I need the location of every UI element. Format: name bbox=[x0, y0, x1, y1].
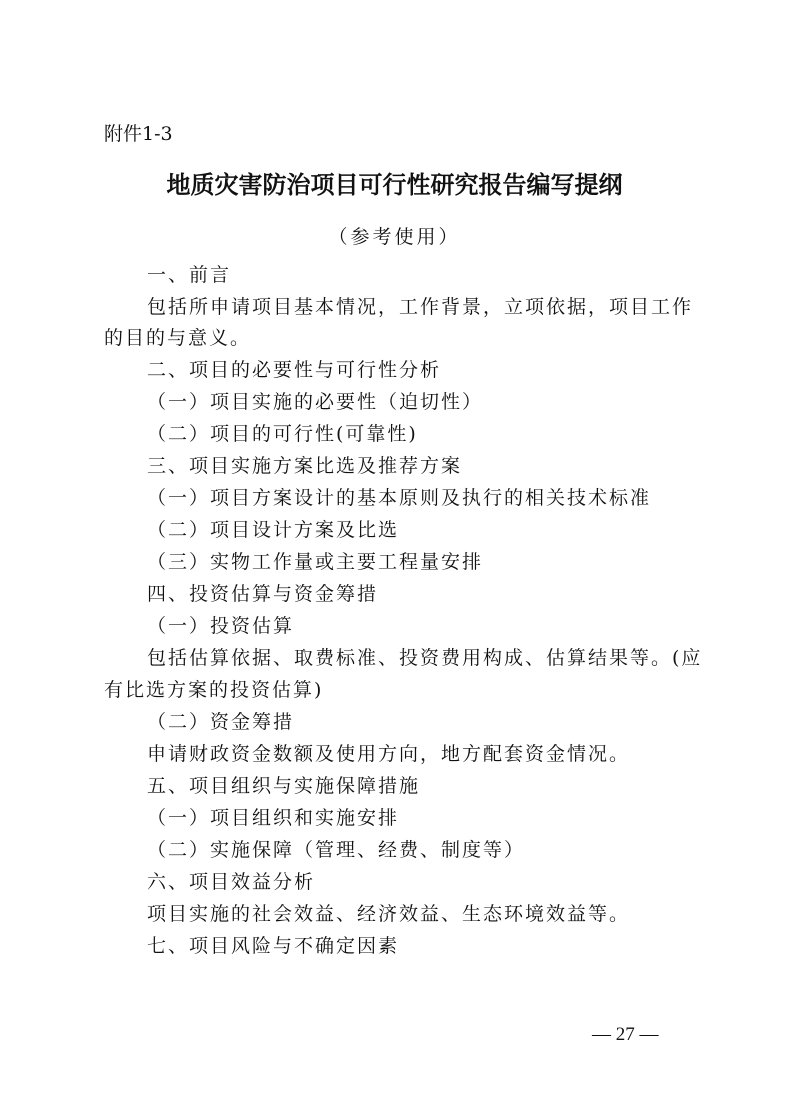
subsection-heading: （二）项目设计方案及比选 bbox=[147, 519, 400, 541]
section-heading-3: 三、项目实施方案比选及推荐方案 bbox=[147, 455, 463, 477]
paragraph-line: 项目实施的社会效益、经济效益、生态环境效益等。 bbox=[147, 903, 631, 925]
paragraph-line: 的目的与意义。 bbox=[104, 327, 252, 349]
section-heading-7: 七、项目风险与不确定因素 bbox=[147, 935, 400, 957]
page-number: — 27 — bbox=[592, 1024, 659, 1045]
attachment-label: 附件1-3 bbox=[104, 123, 173, 145]
section-heading-2: 二、项目的必要性与可行性分析 bbox=[147, 359, 442, 381]
subsection-heading: （一）项目方案设计的基本原则及执行的相关技术标准 bbox=[147, 487, 652, 509]
subsection-heading: （一）投资估算 bbox=[147, 615, 295, 637]
subsection-heading: （二）项目的可行性(可靠性) bbox=[147, 423, 418, 445]
section-heading-1: 一、前言 bbox=[147, 264, 232, 286]
section-heading-6: 六、项目效益分析 bbox=[147, 871, 316, 893]
paragraph-line: 有比选方案的投资估算) bbox=[104, 679, 324, 701]
paragraph-line: 包括所申请项目基本情况，工作背景，立项依据，项目工作 bbox=[147, 296, 694, 318]
subsection-heading: （一）项目实施的必要性（迫切性） bbox=[147, 391, 484, 413]
paragraph-line: 包括估算依据、取费标准、投资费用构成、估算结果等。(应 bbox=[147, 647, 703, 669]
subsection-heading: （二）实施保障（管理、经费、制度等） bbox=[147, 839, 526, 861]
subsection-heading: （三）实物工作量或主要工程量安排 bbox=[147, 551, 484, 573]
section-heading-5: 五、项目组织与实施保障措施 bbox=[147, 775, 421, 797]
document-title: 地质灾害防治项目可行性研究报告编写提纲 bbox=[166, 171, 623, 199]
subsection-heading: （二）资金筹措 bbox=[147, 711, 295, 733]
document-subtitle: （参考使用） bbox=[328, 226, 461, 248]
section-heading-4: 四、投资估算与资金筹措 bbox=[147, 583, 379, 605]
paragraph-line: 申请财政资金数额及使用方向，地方配套资金情况。 bbox=[147, 743, 631, 765]
subsection-heading: （一）项目组织和实施安排 bbox=[147, 807, 400, 829]
